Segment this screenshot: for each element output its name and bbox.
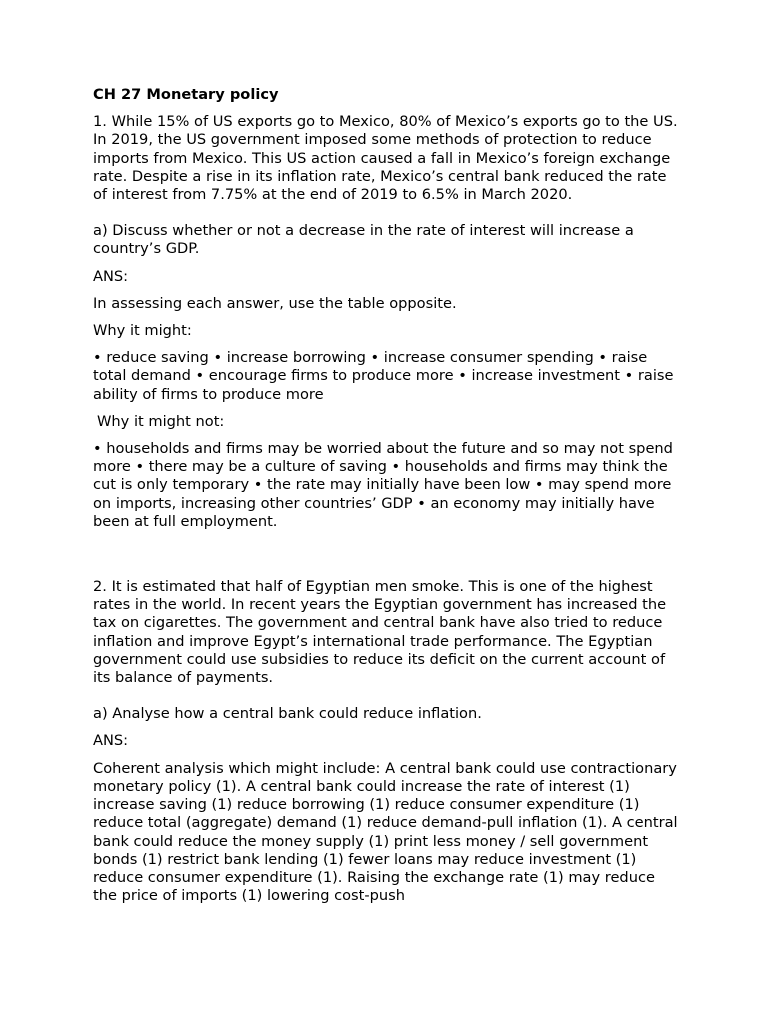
why-it-might-not-list: • households and firms may be worried about the future and so may not spend more • there may be a culture of saving • households and firms may think the cut is only temporary • the rate may initially have been low • may spend more on imports, increasing other countries’ GDP • an economy may initially have been at full employment.	[93, 440, 673, 530]
document-page	[93, 86, 683, 914]
question-2-ans-label: ANS:	[93, 732, 129, 750]
question-2-answer: Coherent analysis which might include: A central bank could use contractionary monetary policy (1). A central bank could increase the rate of interest (1) increase saving (1) reduce borrowing (1) reduce consumer expenditure (1) reduce total (aggregate) demand (1) reduce demand-pull inflation (1). A central bank could reduce the money supply (1) print less money / sell government bonds (1) restrict bank lending (1) fewer loans may reduce investment (1) reduce consumer expenditure (1). Raising the exchange rate (1) may reduce the price of imports (1) lowering cost-push	[93, 759, 678, 905]
why-it-might-list: • reduce saving • increase borrowing • increase consumer spending • raise total demand • encourage firms to produce more • increase investment • raise ability of firms to produce more	[93, 349, 674, 403]
chapter-title: CH 27 Monetary policy	[93, 86, 279, 103]
why-it-might-not-label: Why it might not:	[97, 412, 225, 430]
question-1-instruction: In assessing each answer, use the table opposite.	[93, 294, 457, 312]
question-2-stem: 2. It is estimated that half of Egyptian men smoke. This is one of the highest rates in the world. In recent years the Egyptian government has increased the tax on cigarettes. The government and central bank have also tried to reduce inflation and improve Egypt’s international trade performance. The Egyptian government could use subsidies to reduce its deficit on the current account of its balance of payments.	[93, 578, 667, 687]
question-1-stem: 1. While 15% of US exports go to Mexico, 80% of Mexico’s exports go to the US. In 2019, the US government imposed some methods of protection to reduce imports from Mexico. This US action caused a fall in Mexico’s foreign exchange rate. Despite a rise in its inflation rate, Mexico’s central bank reduced the rate of interest from 7.75% at the end of 2019 to 6.5% in March 2020.	[93, 113, 678, 204]
why-it-might-label: Why it might:	[93, 322, 192, 340]
question-2-part-a: a) Analyse how a central bank could reduce inflation.	[93, 705, 482, 723]
question-1-ans-label: ANS:	[93, 267, 129, 285]
question-1-part-a: a) Discuss whether or not a decrease in the rate of interest will increase a country’s GDP.	[93, 222, 634, 258]
